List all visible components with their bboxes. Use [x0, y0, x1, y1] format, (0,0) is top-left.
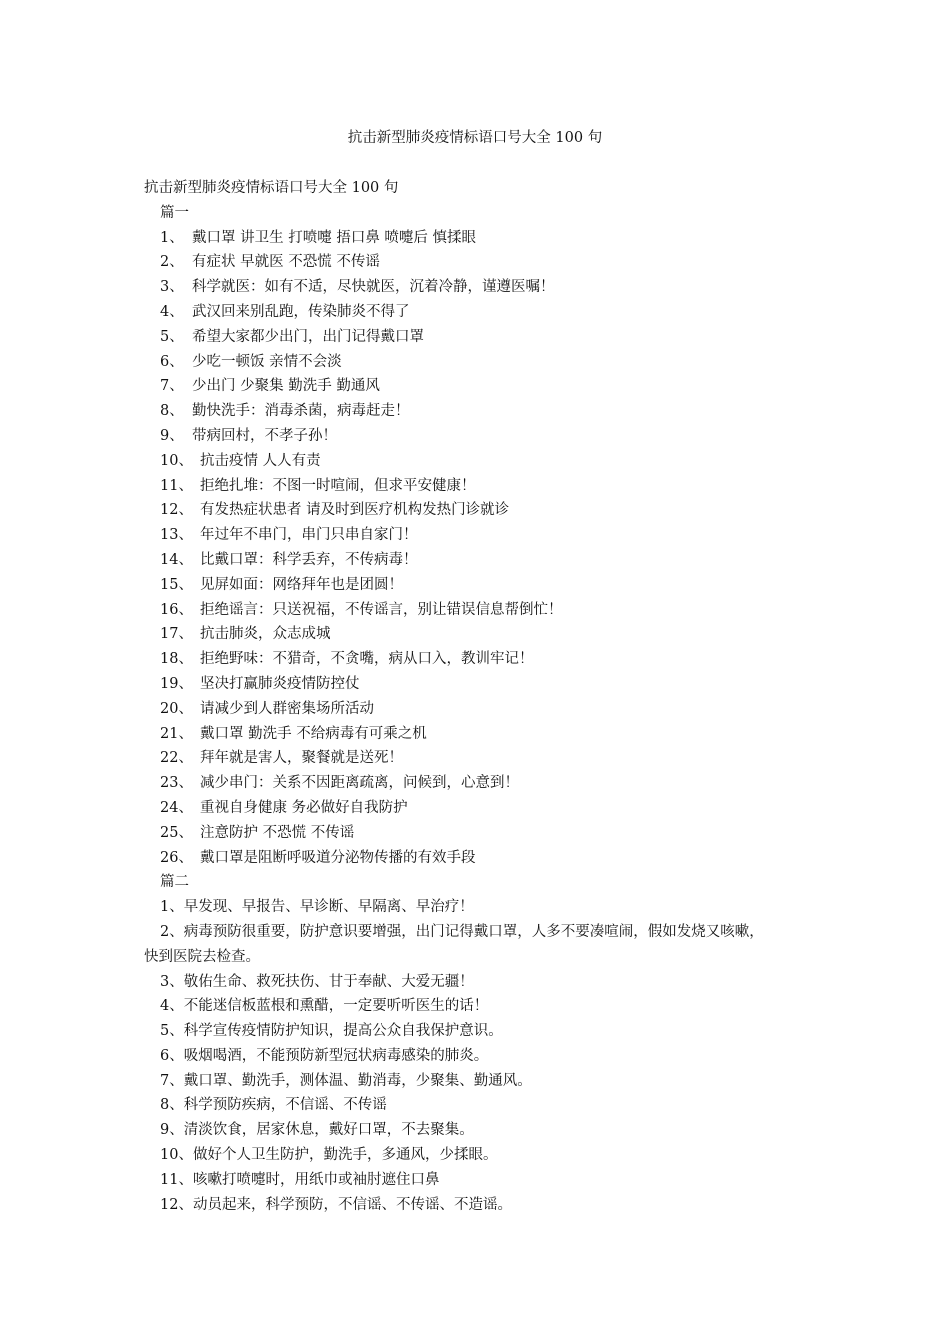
- list-item: [144, 821, 824, 846]
- list-item: [144, 300, 824, 325]
- list-item: 5、科学宣传疫情防护知识，提高公众自我保护意识。: [160, 1023, 503, 1040]
- list-item: [144, 697, 824, 722]
- list-item: [144, 672, 824, 697]
- list-item-text: 减少串门：关系不因距离疏离，问候到，心意到！: [200, 775, 519, 792]
- list-item-number: 22、: [160, 750, 193, 767]
- list-item: 8、科学预防疾病，不信谣、不传谣: [160, 1097, 387, 1114]
- list-item-number: 4、: [160, 303, 184, 320]
- list-item: [144, 746, 824, 771]
- list-item-text: 拒绝谣言：只送祝福，不传谣言，别让错误信息帮倒忙！: [200, 601, 563, 618]
- list-item-text: 带病回村，不孝子孙！: [192, 427, 337, 444]
- list-item-number: 17、: [160, 626, 193, 643]
- list-item: [144, 523, 824, 548]
- list-item-text: 有发热症状患者 请及时到医疗机构发热门诊就诊: [200, 502, 510, 519]
- list-item: [144, 399, 824, 424]
- list-item-text: 少吃一顿饭 亲情不会淡: [192, 353, 342, 370]
- part2-slogan-list: [144, 970, 824, 1218]
- list-item-number: 19、: [160, 675, 193, 692]
- list-item-number: 5、: [160, 328, 184, 345]
- section-label-part1: 篇一: [160, 204, 189, 221]
- list-item: [144, 846, 824, 871]
- list-item-number: 24、: [160, 799, 193, 816]
- list-item: 12、动员起来，科学预防，不信谣、不传谣、不造谣。: [160, 1196, 512, 1213]
- list-item-number: 16、: [160, 601, 193, 618]
- list-item-text: 抗击肺炎，众志成城: [200, 626, 331, 643]
- list-item: [144, 598, 824, 623]
- list-item-text: 少出门 少聚集 勤洗手 勤通风: [192, 378, 380, 395]
- list-item-text: 戴口罩是阻断呼吸道分泌物传播的有效手段: [200, 849, 476, 866]
- list-item-text: 戴口罩 讲卫生 打喷嚏 捂口鼻 喷嚏后 慎揉眼: [192, 229, 477, 246]
- list-item-number: 20、: [160, 700, 193, 717]
- document-body: [144, 176, 824, 1217]
- list-item: 2、病毒预防很重要，防护意识要增强，出门记得戴口罩，人多不要凑喧闹，假如发烧又咳嗽，: [160, 923, 764, 940]
- list-item: 1、早发现、早报告、早诊断、早隔离、早治疗！: [160, 899, 474, 916]
- list-item: [144, 275, 824, 300]
- list-item-number: 2、: [160, 254, 184, 271]
- list-item-number: 14、: [160, 551, 193, 568]
- part1-slogan-list: [144, 226, 824, 871]
- list-item: [144, 647, 824, 672]
- list-item: [144, 796, 824, 821]
- list-item: [144, 250, 824, 275]
- list-item: [144, 474, 824, 499]
- list-item-text: 年过年不串门，串门只串自家门！: [200, 527, 418, 544]
- list-item: [144, 325, 824, 350]
- list-item-number: 18、: [160, 651, 193, 668]
- list-item: 3、敬佑生命、救死扶伤、甘于奉献、大爱无疆！: [160, 973, 474, 990]
- list-item: 6、吸烟喝酒，不能预防新型冠状病毒感染的肺炎。: [160, 1047, 489, 1064]
- list-item: 10、做好个人卫生防护，勤洗手，多通风，少揉眼。: [160, 1147, 498, 1164]
- section-label-part2: 篇二: [160, 874, 189, 891]
- list-item-text: 注意防护 不恐慌 不传谣: [200, 824, 355, 841]
- list-item-text: 勤快洗手：消毒杀菌，病毒赶走！: [192, 403, 410, 420]
- list-item-number: 12、: [160, 502, 193, 519]
- list-item-number: 7、: [160, 378, 184, 395]
- list-item-number: 3、: [160, 279, 184, 296]
- list-item-number: 15、: [160, 576, 193, 593]
- list-item-number: 11、: [160, 477, 193, 494]
- list-item: [144, 573, 824, 598]
- document-title: 抗击新型肺炎疫情标语口号大全 100 句: [347, 130, 603, 146]
- list-item-text: 抗击疫情 人人有责: [200, 452, 321, 469]
- list-item-continuation: 快到医院去检查。: [144, 948, 260, 965]
- list-item-text: 武汉回来别乱跑，传染肺炎不得了: [192, 303, 410, 320]
- list-item-text: 科学就医：如有不适，尽快就医，沉着冷静，谨遵医嘱！: [192, 279, 555, 296]
- list-item-text: 重视自身健康 务必做好自我防护: [200, 799, 408, 816]
- list-item-number: 8、: [160, 403, 184, 420]
- list-item-text: 坚决打赢肺炎疫情防控仗: [200, 675, 360, 692]
- list-item: [144, 350, 824, 375]
- list-item-text: 比戴口罩：科学丢弃，不传病毒！: [200, 551, 418, 568]
- list-item-text: 有症状 早就医 不恐慌 不传谣: [192, 254, 380, 271]
- list-item: [144, 548, 824, 573]
- list-item-text: 见屏如面：网络拜年也是团圆！: [200, 576, 403, 593]
- list-item-text: 拒绝扎堆：不图一时喧闹，但求平安健康！: [200, 477, 476, 494]
- list-item-number: 21、: [160, 725, 193, 742]
- list-item: [144, 226, 824, 251]
- list-item-number: 13、: [160, 527, 193, 544]
- list-item-number: 26、: [160, 849, 193, 866]
- list-item-text: 请减少到人群密集场所活动: [200, 700, 374, 717]
- list-item-number: 23、: [160, 775, 193, 792]
- list-item-text: 拒绝野味：不猎奇，不贪嘴，病从口入，教训牢记！: [200, 651, 534, 668]
- list-item: [144, 722, 824, 747]
- list-item: [144, 424, 824, 449]
- list-item-text: 希望大家都少出门，出门记得戴口罩: [192, 328, 424, 345]
- list-item: 9、清淡饮食，居家休息，戴好口罩，不去聚集。: [160, 1122, 474, 1139]
- list-item: [144, 374, 824, 399]
- list-item: [144, 771, 824, 796]
- list-item-number: 10、: [160, 452, 193, 469]
- list-item-number: 1、: [160, 229, 184, 246]
- list-item-number: 25、: [160, 824, 193, 841]
- list-item: 7、戴口罩、勤洗手，测体温、勤消毒，少聚集、勤通风。: [160, 1072, 532, 1089]
- document-heading: 抗击新型肺炎疫情标语口号大全 100 句: [144, 180, 399, 196]
- list-item: 4、不能迷信板蓝根和熏醋，一定要听听医生的话！: [160, 998, 489, 1015]
- list-item-number: 6、: [160, 353, 184, 370]
- list-item-text: 拜年就是害人，聚餐就是送死！: [200, 750, 403, 767]
- list-item: [144, 498, 824, 523]
- list-item: 11、咳嗽打喷嚏时，用纸巾或袖肘遮住口鼻: [160, 1171, 440, 1188]
- list-item: [144, 449, 824, 474]
- list-item-number: 9、: [160, 427, 184, 444]
- list-item: [144, 622, 824, 647]
- list-item-text: 戴口罩 勤洗手 不给病毒有可乘之机: [200, 725, 427, 742]
